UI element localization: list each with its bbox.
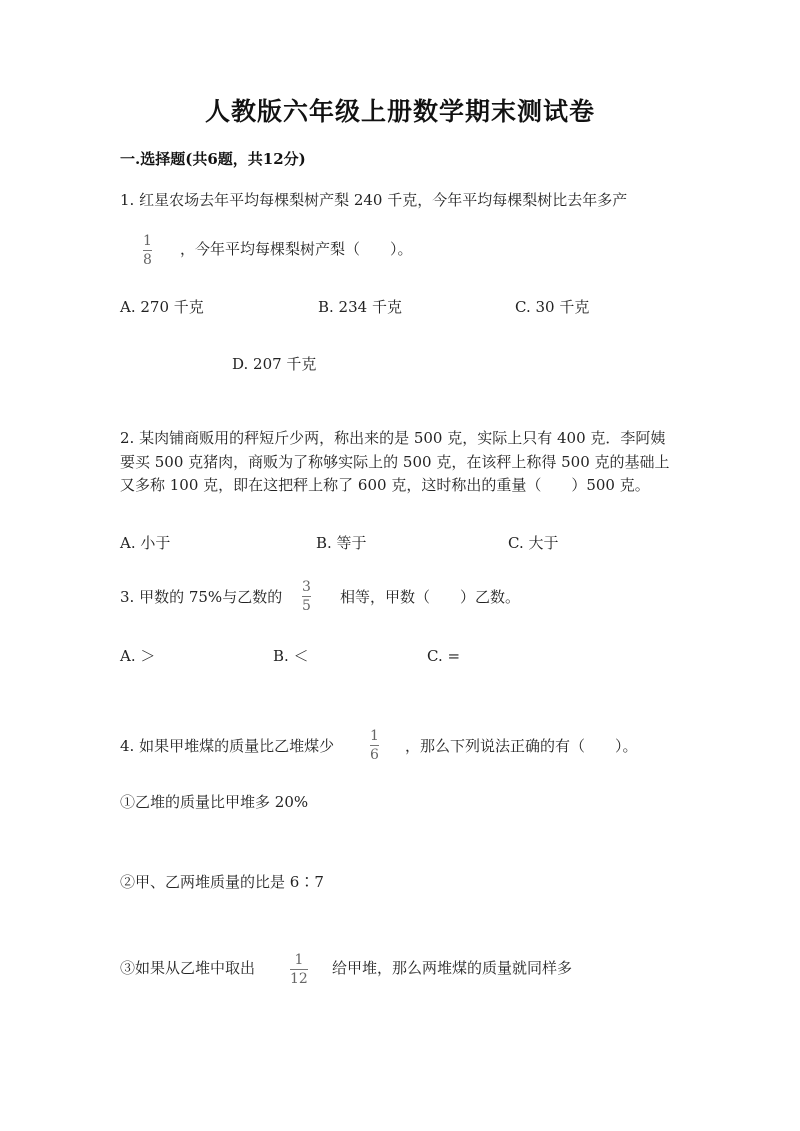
fraction-denominator: 5 <box>302 598 311 614</box>
q1-line1: 1. 红星农场去年平均每棵梨树产梨 240 千克，今年平均每棵梨树比去年多产 <box>120 191 628 209</box>
fraction-numerator: 3 <box>302 579 311 595</box>
q3-text-after: 相等，甲数（ ）乙数。 <box>340 588 521 606</box>
q1-option-c[interactable]: C. 30 千克 <box>515 298 590 316</box>
q4-text-before: 4. 如果甲堆煤的质量比乙堆煤少 <box>120 737 335 755</box>
fraction-numerator: 1 <box>294 952 304 968</box>
fraction-bar <box>290 969 308 970</box>
fraction-denominator: 8 <box>143 252 152 268</box>
section-heading: 一.选择题(共6题，共12分) <box>120 150 306 168</box>
q4-statement-3-after: 给甲堆，那么两堆煤的质量就同样多 <box>332 959 573 977</box>
q1-option-a[interactable]: A. 270 千克 <box>120 298 204 316</box>
q4-text-after: ，那么下列说法正确的有（ ）。 <box>405 737 638 755</box>
fraction-denominator: 12 <box>290 971 308 987</box>
fraction-bar <box>370 745 379 746</box>
page-title: 人教版六年级上册数学期末测试卷 <box>204 97 595 126</box>
q1-line2: ，今年平均每棵梨树产梨（ ）。 <box>180 240 413 258</box>
q3-option-b[interactable]: B. ＜ <box>273 647 309 665</box>
q4-fraction <box>370 728 379 763</box>
q4-statement-3-before: ③如果从乙堆中取出 <box>120 959 256 977</box>
fraction-numerator: 1 <box>370 728 379 744</box>
q1-fraction <box>143 233 152 268</box>
fraction-denominator: 6 <box>370 747 379 763</box>
q3-option-c[interactable]: C. = <box>427 647 461 665</box>
q2-option-a[interactable]: A. 小于 <box>120 534 171 552</box>
q1-option-b[interactable]: B. 234 千克 <box>318 298 402 316</box>
fraction-numerator: 1 <box>143 233 152 249</box>
q3-option-a[interactable]: A. ＞ <box>120 647 156 665</box>
q3-text-before: 3. 甲数的 75%与乙数的 <box>120 588 283 606</box>
q4-statement-2: ②甲、乙两堆质量的比是 6∶7 <box>120 873 324 891</box>
q2-option-b[interactable]: B. 等于 <box>316 534 367 552</box>
q2-option-c[interactable]: C. 大于 <box>508 534 559 552</box>
q3-fraction <box>302 579 311 614</box>
q2-text: 2. 某肉铺商贩用的秤短斤少两，称出来的是 500 克，实际上只有 400 克．李阿姨要买 500 克猪肉，商贩为了称够实际上的 500 克，在该秤上称得 500 克的基础上又多称 100 克，即在这把秤上称了 600 克，这时称出的重量（ ）500 克。 <box>120 429 670 494</box>
q4-statement-3-fraction <box>290 952 308 987</box>
q4-statement-1: ①乙堆的质量比甲堆多 20% <box>120 793 309 811</box>
fraction-bar <box>143 250 152 251</box>
fraction-bar <box>302 596 311 597</box>
q1-option-d[interactable]: D. 207 千克 <box>232 355 317 373</box>
